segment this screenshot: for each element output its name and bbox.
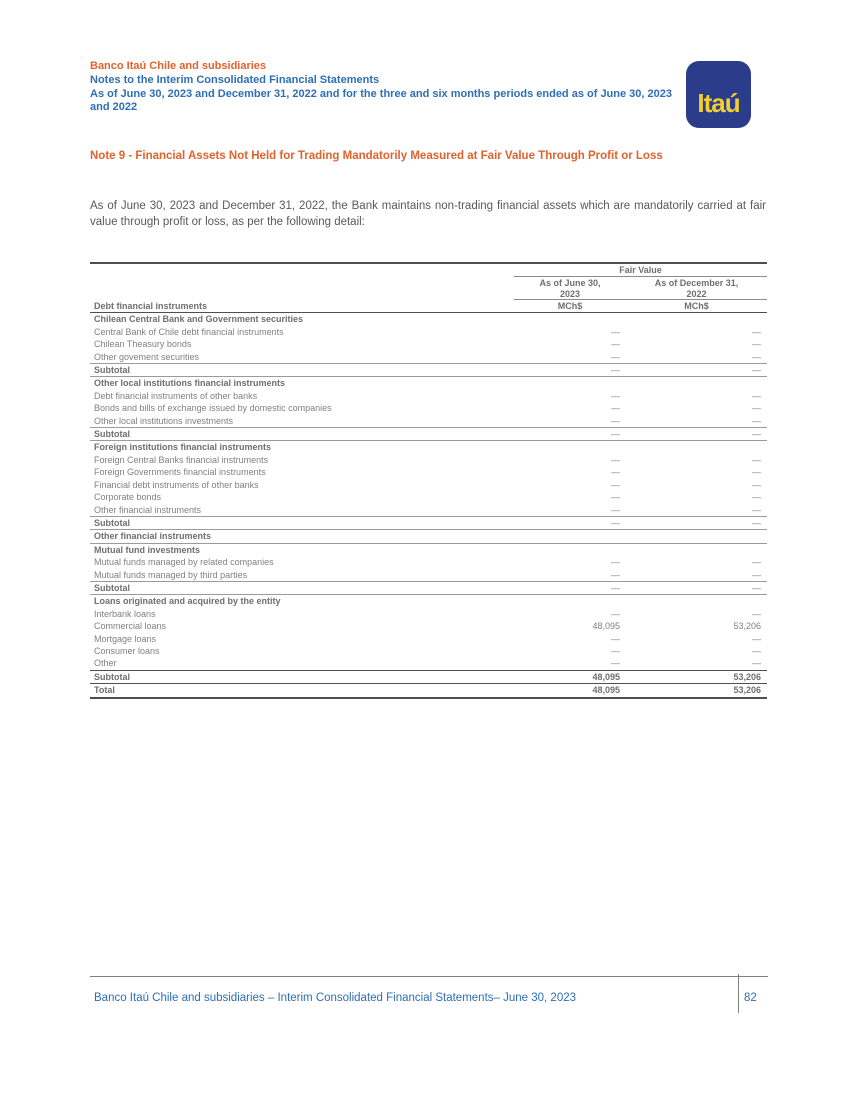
row-value: — — [514, 516, 626, 529]
row-label: Subtotal — [90, 428, 514, 441]
row-label: Subtotal — [90, 581, 514, 594]
financial-table — [90, 262, 767, 699]
row-value: — — [752, 645, 761, 656]
row-value: — — [752, 351, 761, 362]
row-label: Mutual fund investments — [94, 544, 201, 555]
table-row — [90, 390, 767, 402]
row-value: — — [514, 364, 626, 377]
row-value: — — [752, 479, 761, 490]
row-label: Foreign Governments financial instruments — [94, 467, 266, 478]
row-value: — — [752, 339, 761, 350]
row-label: Other local institutions financial instruments — [94, 378, 286, 389]
row-value: — — [611, 351, 620, 362]
row-value — [626, 530, 767, 543]
document-title: Notes to the Interim Consolidated Financial Statements — [90, 73, 380, 86]
row-label: Mutual funds managed by related companies — [94, 557, 274, 568]
row-label: Central Bank of Chile debt financial instruments — [94, 326, 284, 337]
table-row — [90, 620, 767, 632]
table-row — [90, 581, 767, 594]
table-row — [90, 569, 767, 582]
row-value: — — [752, 608, 761, 619]
row-label: Interbank loans — [94, 608, 156, 619]
table-row — [90, 670, 767, 683]
row-value: — — [752, 403, 761, 414]
row-label: Consumer loans — [94, 645, 160, 656]
table-row — [90, 530, 767, 543]
row-value: — — [626, 364, 767, 377]
empty-cell — [90, 263, 514, 277]
row-label: Subtotal — [90, 516, 514, 529]
row-value: — — [514, 428, 626, 441]
table-row — [90, 608, 767, 620]
table-row — [90, 684, 767, 698]
row-value: — — [752, 454, 761, 465]
row-value — [514, 543, 626, 556]
row-value: — — [752, 658, 761, 669]
row-label: Total — [90, 684, 514, 698]
row-value: — — [611, 504, 620, 515]
row-label: Commercial loans — [94, 621, 167, 632]
row-value — [626, 313, 767, 326]
column-header-2023: As of June 30, 2023 — [514, 277, 626, 300]
row-value: — — [611, 415, 620, 426]
row-value — [514, 530, 626, 543]
row-value: — — [752, 633, 761, 644]
table-row — [90, 441, 767, 454]
row-value: — — [752, 415, 761, 426]
row-value: — — [611, 645, 620, 656]
table-row — [90, 504, 767, 517]
row-label: Other financial instruments — [94, 504, 202, 515]
itau-logo-text: Itaú — [697, 88, 740, 118]
note-title: Note 9 - Financial Assets Not Held for Trading Mandatorily Measured at Fair Value Through Profit or Loss — [90, 150, 663, 162]
page-footer — [90, 976, 768, 1006]
fair-value-group-header: Fair Value — [514, 263, 767, 277]
table-row — [90, 313, 767, 326]
row-label: Bonds and bills of exchange issued by domestic companies — [94, 403, 332, 414]
row-value: — — [611, 557, 620, 568]
row-value: — — [611, 608, 620, 619]
row-value — [514, 441, 626, 454]
row-value: — — [752, 492, 761, 503]
row-label: Other govement securities — [94, 351, 200, 362]
row-label: Subtotal — [90, 364, 514, 377]
row-value: — — [752, 504, 761, 515]
row-label: Financial debt instruments of other banks — [94, 479, 259, 490]
row-value: 48,095 — [592, 621, 620, 632]
row-value: — — [752, 569, 761, 580]
row-value: 53,206 — [626, 684, 767, 698]
unit-label-2023: MCh$ — [514, 300, 626, 313]
footer-divider — [738, 974, 739, 1013]
row-value: — — [611, 492, 620, 503]
row-label: Debt financial instruments of other banks — [94, 390, 258, 401]
table-row — [90, 595, 767, 608]
row-value: 48,095 — [514, 670, 626, 683]
row-label: Foreign institutions financial instruments — [94, 442, 272, 453]
row-label: Chilean Theasury bonds — [94, 339, 192, 350]
row-label: Foreign Central Banks financial instruments — [94, 454, 269, 465]
table-row — [90, 415, 767, 428]
row-value: — — [611, 390, 620, 401]
table-header — [90, 263, 767, 313]
row-value: — — [626, 581, 767, 594]
company-name: Banco Itaú Chile and subsidiaries — [90, 60, 267, 72]
table-row — [90, 377, 767, 390]
table-row — [90, 454, 767, 466]
table-row — [90, 326, 767, 338]
row-label: Chilean Central Bank and Government securities — [94, 314, 304, 325]
table-row — [90, 556, 767, 568]
row-value: — — [752, 390, 761, 401]
table-row — [90, 516, 767, 529]
row-label: Corporate bonds — [94, 492, 162, 503]
table-row — [90, 633, 767, 645]
row-value: 48,095 — [514, 684, 626, 698]
row-value: — — [611, 633, 620, 644]
group-header-row — [90, 263, 767, 277]
row-label: Other — [94, 658, 117, 669]
itau-logo — [686, 61, 751, 128]
row-label: Loans originated and acquired by the entity — [94, 596, 281, 607]
document-header — [90, 60, 694, 115]
table-row — [90, 402, 767, 414]
row-value: — — [611, 403, 620, 414]
row-value: — — [626, 428, 767, 441]
financial-table-container — [90, 262, 767, 699]
page-number: 82 — [744, 992, 757, 1004]
row-value: — — [611, 467, 620, 478]
row-value: — — [626, 516, 767, 529]
row-value — [514, 313, 626, 326]
row-label: Other local institutions investments — [94, 415, 234, 426]
table-row — [90, 657, 767, 670]
row-label: Mortgage loans — [94, 633, 157, 644]
table-row — [90, 491, 767, 503]
table-row — [90, 479, 767, 491]
row-value: — — [611, 339, 620, 350]
table-row — [90, 543, 767, 556]
row-value — [514, 595, 626, 608]
document-period: As of June 30, 2023 and December 31, 2022 and for the three and six months periods ended as of June 30, 2023 and 2022 — [90, 87, 672, 114]
row-value — [514, 377, 626, 390]
table-row — [90, 645, 767, 657]
row-value: — — [611, 479, 620, 490]
table-body — [90, 313, 767, 698]
table-row — [90, 364, 767, 377]
unit-header-row — [90, 300, 767, 313]
row-value — [626, 543, 767, 556]
table-row — [90, 466, 767, 478]
intro-paragraph: As of June 30, 2023 and December 31, 2022, the Bank maintains non-trading financial assets which are mandatorily carried at fair value through profit or loss, as per the following detail: — [90, 200, 766, 228]
row-value: — — [611, 454, 620, 465]
row-label: Subtotal — [90, 670, 514, 683]
date-header-row — [90, 277, 767, 300]
row-value: — — [514, 581, 626, 594]
row-value: 53,206 — [626, 670, 767, 683]
row-value: — — [611, 326, 620, 337]
row-value — [626, 441, 767, 454]
row-value: — — [752, 557, 761, 568]
row-value — [626, 595, 767, 608]
row-label: Mutual funds managed by third parties — [94, 569, 248, 580]
empty-cell — [90, 277, 514, 300]
row-value: — — [752, 467, 761, 478]
footer-text: Banco Itaú Chile and subsidiaries – Interim Consolidated Financial Statements– June 30, 2023 — [94, 992, 577, 1004]
row-value: — — [752, 326, 761, 337]
column-header-2022: As of December 31, 2022 — [626, 277, 767, 300]
table-row — [90, 338, 767, 350]
row-label: Other financial instruments — [90, 530, 514, 543]
table-row — [90, 351, 767, 364]
row-value: — — [611, 569, 620, 580]
row-value: 53,206 — [733, 621, 761, 632]
table-row — [90, 428, 767, 441]
unit-label-2022: MCh$ — [626, 300, 767, 313]
row-value: — — [611, 658, 620, 669]
row-value — [626, 377, 767, 390]
row-group-title: Debt financial instruments — [90, 300, 514, 313]
